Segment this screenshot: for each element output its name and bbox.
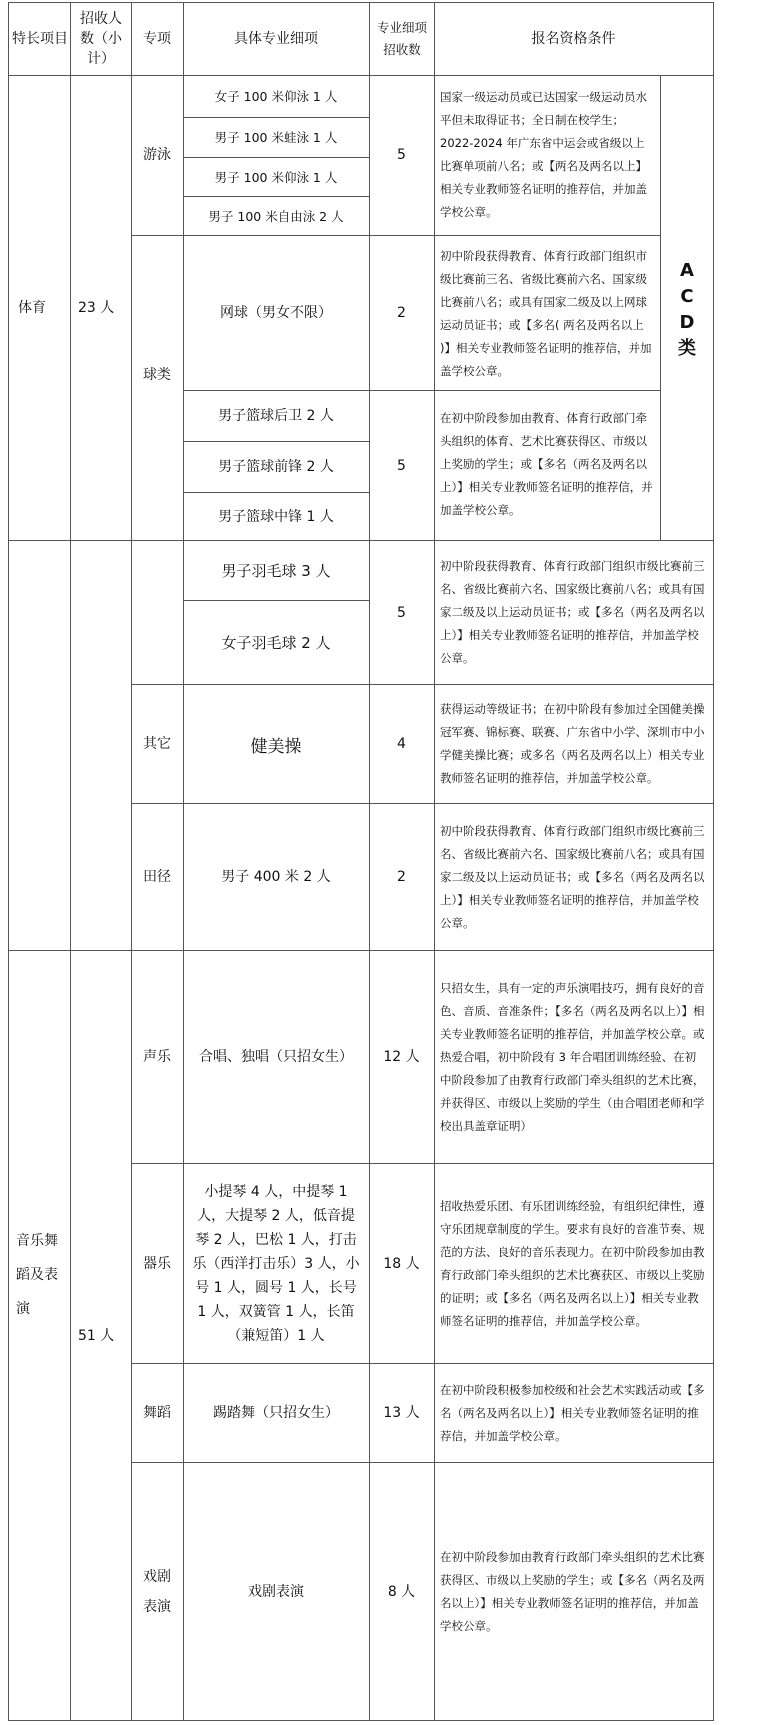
basketball-item-2: 男子篮球前锋 2 人 xyxy=(218,459,334,475)
category-ball: 球类 xyxy=(143,367,171,383)
tennis-requirements: 初中阶段获得教育、体育行政部门组织市级比赛前三名、省级比赛前六名、国家级比赛前八名；或具有国家二级及以上网球运动员证书；或【多名( 两名及两名以上 )】相关专业教师签名证明的推荐信，并加盖学校公章。 xyxy=(440,249,652,378)
swim-item-3: 男子 100 米仰泳 1 人 xyxy=(214,169,338,185)
badminton-quota: 5 xyxy=(397,604,406,621)
header-item: 具体专业细项 xyxy=(234,31,318,47)
class-label-c: C xyxy=(680,286,694,307)
dance-quota: 13 人 xyxy=(383,1405,420,1421)
category-track: 田径 xyxy=(143,869,171,885)
track-item: 男子 400 米 2 人 xyxy=(221,869,331,885)
header-enrollment-total: 招收人数（小计） xyxy=(80,11,122,67)
category-drama: 戏剧表演 xyxy=(143,1568,171,1615)
aerobics-requirements: 获得运动等级证书；在初中阶段有参加过全国健美操冠军赛、锦标赛、联赛、广东省中小学、深圳市中小学健美操比赛；或多名（两名及两名以上）相关专业教师签名证明的推荐信，并加盖学校公章。 xyxy=(440,702,705,785)
header-requirements: 报名资格条件 xyxy=(531,31,616,47)
badminton-item-1: 男子羽毛球 3 人 xyxy=(221,561,331,580)
basketball-requirements: 在初中阶段参加由教育、体育行政部门牵头组织的体育、艺术比赛获得区、市级以上奖励的学生；或【多名（两名及两名以上）】相关专业教师签名证明的推荐信，并加盖学校公章。 xyxy=(440,410,653,517)
header-specialty: 特长项目 xyxy=(12,31,68,47)
instrument-item: 小提琴 4 人，中提琴 1 人，大提琴 2 人，低音提琴 2 人，巴松 1 人，打击乐（西洋打击乐）3 人，小号 1 人，圆号 1 人，长号 1 人，双簧管 1 人，长笛（兼短笛）1 人 xyxy=(192,1183,360,1344)
swim-item-4: 男子 100 米自由泳 2 人 xyxy=(208,208,344,224)
drama-requirements: 在初中阶段参加由教育行政部门牵头组织的艺术比赛获得区、市级以上奖励的学生；或【多名（两名及两名以上）】相关专业教师签名证明的推荐信，并加盖学校公章。 xyxy=(440,1549,705,1633)
tennis-quota: 2 xyxy=(397,305,406,321)
track-quota: 2 xyxy=(397,869,406,885)
swim-requirements: 国家一级运动员或已达国家一级运动员水平但未取得证书；全日制在校学生；2022-2024 年广东省中运会或省级以上比赛单项前八名；或【两名及两名以上】相关专业教师签名证明的推荐信，并加盖学校公章。 xyxy=(440,90,647,219)
category-other: 其它 xyxy=(143,736,171,752)
table-border-top xyxy=(8,2,714,3)
group-name-music: 音乐舞蹈及表演 xyxy=(16,1233,58,1317)
basketball-item-3: 男子篮球中锋 1 人 xyxy=(218,508,334,525)
category-instrument: 器乐 xyxy=(143,1255,171,1272)
swim-quota: 5 xyxy=(397,147,406,163)
instrument-requirements: 招收热爱乐团、有乐团训练经验，有组织纪律性，遵守乐团规章制度的学生。要求有良好的音准节奏、规范的方法、良好的音乐表现力。在初中阶段参加由教育行政部门牵头组织的艺术比赛获区、市级以上奖励的证明；或【多名（两名及两名以上）】相关专业教师签名证明的推荐信，并加盖学校公章。 xyxy=(440,1198,705,1328)
instrument-quota: 18 人 xyxy=(383,1255,420,1272)
vocal-item: 合唱、独唱（只招女生） xyxy=(199,1049,353,1065)
table-border-right xyxy=(713,2,714,1721)
group-count-sports: 23 人 xyxy=(78,299,115,316)
badminton-requirements: 初中阶段获得教育、体育行政部门组织市级比赛前三名、省级比赛前六名、国家级比赛前八名；或具有国家二级及以上运动员证书；或【多名（两名及两名以上）】相关专业教师签名证明的推荐信，并加盖学校公章。 xyxy=(440,558,705,665)
track-requirements: 初中阶段获得教育、体育行政部门组织市级比赛前三名、省级比赛前六名、国家级比赛前八名；或具有国家二级及以上运动员证书；或【多名（两名及两名以上）】相关专业教师签名证明的推荐信，并加盖学校公章。 xyxy=(440,823,705,930)
category-vocal: 声乐 xyxy=(143,1049,171,1065)
badminton-item-2: 女子羽毛球 2 人 xyxy=(221,633,331,652)
vocal-requirements: 只招女生，具有一定的声乐演唱技巧，拥有良好的音色、音质、音准条件；【多名（两名及两名以上）】相关专业教师签名证明的推荐信，并加盖学校公章。或热爱合唱，初中阶段有 3 年合唱团训练经验、在初中阶段参加了由教育行政部门牵头组织的艺术比赛，并获得区、市级以上奖励的学生（由合唱团老师和学校出具盖章证明） xyxy=(440,980,705,1133)
swim-item-2: 男子 100 米蛙泳 1 人 xyxy=(214,130,338,145)
dance-item: 踢踏舞（只招女生） xyxy=(213,1405,339,1421)
group-name-sports: 体育 xyxy=(18,299,46,316)
basketball-item-1: 男子篮球后卫 2 人 xyxy=(218,408,334,424)
class-label-a: A xyxy=(680,260,694,281)
header-item-quota: 专业细项招收数 xyxy=(376,20,427,57)
tennis-item: 网球（男女不限） xyxy=(220,305,332,321)
category-swim: 游泳 xyxy=(143,147,171,163)
drama-item: 戏剧表演 xyxy=(248,1583,304,1600)
dance-requirements: 在初中阶段积极参加校级和社会艺术实践活动或【多名（两名及两名以上）】相关专业教师签名证明的推荐信，并加盖学校公章。 xyxy=(440,1382,705,1443)
vocal-quota: 12 人 xyxy=(383,1049,420,1065)
basketball-quota: 5 xyxy=(397,457,406,474)
drama-quota: 8 人 xyxy=(387,1583,416,1600)
group-count-music: 51 人 xyxy=(78,1328,115,1344)
class-label-d: D xyxy=(679,312,695,333)
class-label-suffix: 类 xyxy=(678,338,696,359)
swim-item-1: 女子 100 米仰泳 1 人 xyxy=(214,89,338,104)
aerobics-item: 健美操 xyxy=(250,736,302,757)
aerobics-quota: 4 xyxy=(397,736,406,752)
class-label-acd xyxy=(661,255,713,365)
category-dance: 舞蹈 xyxy=(143,1405,171,1421)
header-category: 专项 xyxy=(143,31,171,47)
